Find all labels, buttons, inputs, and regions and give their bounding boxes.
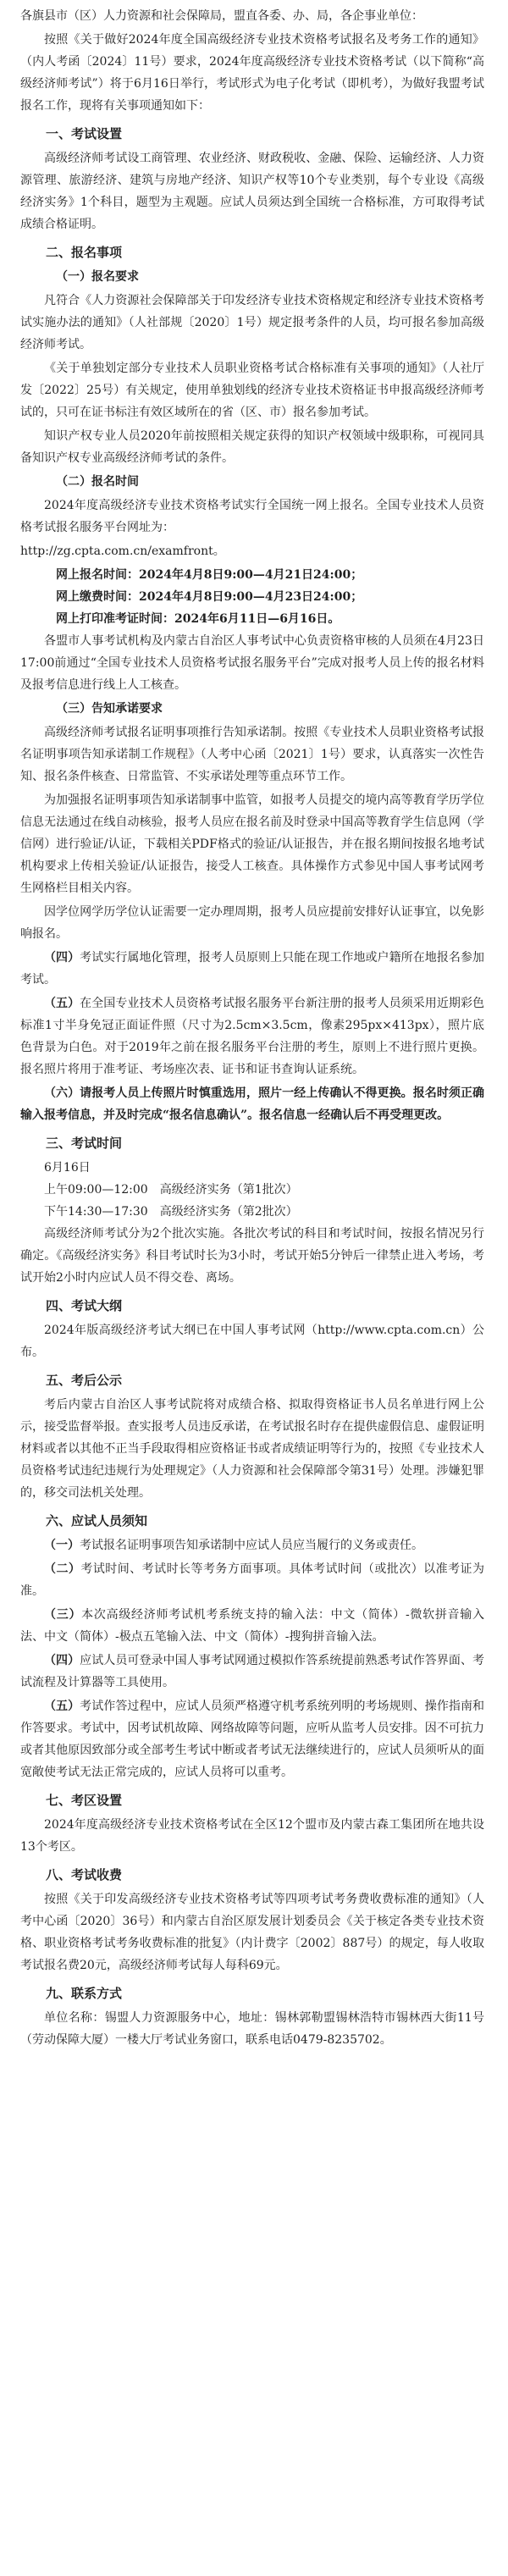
section-7-title: 七、考区设置 [46,1793,123,1808]
section-4-paragraph: 2024年版高级经济考试大纲已在中国人事考试网（http://www.cpta.com.cn）公布。 [20,1324,484,1359]
section-6-item-4-number: （四） [44,1654,80,1667]
registration-url-link[interactable]: http://zg.cpta.com.cn/examfront。 [20,544,225,558]
section-2-item-5-text: 在全国专业技术人员资格考试报名服务平台新注册的报考人员须采用近期彩色标准1寸半身免冠正面证件照（尺寸为2.5cm×3.5cm，像素295px×413px），照片底色背景为白色。对于2019年之前在报名服务平台注册的考生，原则上不进行照片更换。报名照片将用于准考证、考场座次表、证书和证书查询认证系统。 [20,997,485,1076]
section-8-paragraph: 按照《关于印发高级经济专业技术资格考试等四项考试考务费收费标准的通知》（人考中心函〔2020〕36号）和内蒙古自治区原发展计划委员会《关于核定各类专业技术资格、职业资格考试考务收费标准的批复》（内计费字〔2002〕887号）的规定，每人收取考试报名费20元，高级经济师考试每人每科69元。 [20,1893,484,1972]
time-row-registration [20,564,484,586]
section-6-item-5-number: （五） [44,1700,80,1713]
section-3-paragraph: 高级经济师考试分为2个批次实施。各批次考试的科目和考试时间，按报名情况另行确定。《高级经济实务》科目考试时长为3小时，考试开始5分钟后一律禁止进入考场，考试开始2小时内应试人员不得交卷、离场。 [20,1227,484,1285]
section-2-subtitle-1: （一）报名要求 [56,270,139,284]
section-2-paragraph-3: 知识产权专业人员2020年前按照相关规定获得的知识产权领域中级职称，可视同具备知识产权专业高级经济师考试的条件。 [20,429,484,465]
section-6-item-1 [20,1534,484,1556]
section-8-title: 八、考试收费 [46,1867,123,1882]
section-6-item-2-text: 考试时间、考试时长等考务方面事项。具体考试时间（或批次）以准考证为准。 [20,1562,485,1598]
section-7-paragraph: 2024年度高级经济专业技术资格考试在全区12个盟市及内蒙古森工集团所在地共设13个考区。 [20,1818,484,1854]
section-2-paragraph-6: 高级经济师考试报名证明事项推行告知承诺制。按照《专业技术人员职业资格考试报名证明事项告知承诺制工作规程》（人考中心函〔2021〕1号）要求，认真落实一次性告知、报名条件核查、日常监管、不实承诺处理等重点环节工作。 [20,726,484,783]
section-2-item-4 [20,947,484,991]
section-2-item-6 [20,1082,484,1126]
section-6-item-4 [20,1650,484,1694]
section-2-item-5-number: （五） [44,997,80,1010]
section-6-item-3-text: 本次高级经济师考试机考系统支持的输入法：中文（简体）-微软拼音输入法、中文（简体）-极点五笔输入法、中文（简体）-搜狗拼音输入法。 [20,1608,485,1644]
section-6-item-5-text: 考试作答过程中，应试人员须严格遵守机考系统列明的考场规则、操作指南和作答要求。考试中，因考试机故障、网络故障等问题，应听从监考人员安排。因不可抗力或者其他原因致部分或全部考生考试中断或者考试无法继续进行的，应试人员须听从的面宽敞使考试无法正常完成的，应试人员将可以重考。 [20,1700,485,1779]
exam-session-morning: 上午09:00—12:00 高级经济实务（第1批次） [44,1183,298,1197]
section-6-item-1-number: （一） [44,1539,80,1552]
section-6-item-3-number: （三） [44,1608,82,1622]
section-6-item-4-text: 应试人员可登录中国人事考试网通过模拟作答系统提前熟悉考试作答界面、考试流程及计算器等工具使用。 [20,1654,485,1689]
section-2-subtitle-2: （二）报名时间 [56,475,139,489]
section-4-title: 四、考试大纲 [46,1298,123,1313]
section-2-item-5 [20,992,484,1081]
section-1-title: 一、考试设置 [46,126,123,141]
section-2-item-6-text: 请报考人员上传照片时慎重选用，照片一经上传确认不得更换。报名时须正确输入报考信息，并及时完成“报名信息确认”。报名信息一经确认后不再受理更改。 [20,1086,485,1122]
time-row-admission-ticket [20,608,484,630]
time-row-admission-ticket-label: 网上打印准考证时间： [56,612,174,626]
section-2-item-6-number: （六） [44,1086,80,1100]
time-row-payment-label: 网上缴费时间： [56,590,139,604]
exam-date: 6月16日 [44,1161,91,1175]
section-6-item-3 [20,1604,484,1648]
registration-url [20,540,484,562]
intro-paragraph: 按照《关于做好2024年度全国高级经济专业技术资格考试报名及考务工作的通知》（内人考函〔2024〕11号）要求，2024年度高级经济专业技术资格考试（以下简称“高级经济师考试”）将于6月16日举行，考试形式为电子化考试（即机考），为做好我盟考试报名工作，现将有关事项通知如下： [20,33,484,113]
exam-session-afternoon: 下午14:30—17:30 高级经济实务（第2批次） [44,1205,298,1219]
section-2-paragraph-8: 因学位网学历学位认证需要一定办理周期，报考人员应提前安排好认证事宜，以免影响报名。 [20,905,484,941]
time-row-registration-value: 2024年4月8日9:00—4月21日24:00； [139,568,363,582]
intro-addressees: 各旗县市（区）人力资源和社会保障局，盟直各委、办、局，各企事业单位： [20,9,423,23]
section-2-paragraph-1: 凡符合《人力资源社会保障部关于印发经济专业技术资格规定和经济专业技术资格考试实施办法的通知》（人社部规〔2020〕1号）规定报考条件的人员，均可报名参加高级经济师考试。 [20,294,484,351]
section-2-paragraph-2: 《关于单独划定部分专业技术人员职业资格考试合格标准有关事项的通知》（人社厅发〔2022〕25号）有关规定，使用单独划线的经济专业技术资格证书申报高级经济师考试的，只可在证书标注有效区域所在的省（区、市）报名参加考试。 [20,362,484,419]
section-9-paragraph: 单位名称：锡盟人力资源服务中心，地址：锡林郭勒盟锡林浩特市锡林西大街11号（劳动保障大厦）一楼大厅考试业务窗口，联系电话0479-8235702。 [20,2011,484,2047]
section-2-item-4-text: 考试实行属地化管理，报考人员原则上只能在现工作地或户籍所在地报名参加考试。 [20,951,485,987]
section-6-item-5 [20,1695,484,1783]
section-2-subtitle-3: （三）告知承诺要求 [56,702,163,716]
section-6-item-2-number: （二） [44,1562,81,1576]
section-5-paragraph: 考后内蒙古自治区人事考试院将对成绩合格、拟取得资格证书人员名单进行网上公示，接受监督举报。查实报考人员违反承诺，在考试报名时存在提供虚假信息、虚假证明材料或者以其他不正当手段取得相应资格证书或者成绩证明等行为的，按照《专业技术人员资格考试违纪违规行为处理规定》（人力资源和社会保障部令第31号）处理。涉嫌犯罪的，移交司法机关处理。 [20,1398,484,1500]
time-row-payment [20,586,484,608]
time-row-admission-ticket-value: 2024年6月11日—6月16日。 [174,612,340,626]
section-2-item-4-number: （四） [44,951,80,965]
section-2-paragraph-5: 各盟市人事考试机构及内蒙古自治区人事考试中心负责资格审核的人员须在4月23日17:00前通过“全国专业技术人员资格考试报名服务平台”完成对报考人员上传的报名材料及报考信息进行线上人工核查。 [20,634,484,692]
section-6-item-2 [20,1558,484,1602]
section-2-paragraph-4: 2024年度高级经济专业技术资格考试实行全国统一网上报名。全国专业技术人员资格考试报名服务平台网址为： [20,499,484,534]
section-2-paragraph-7: 为加强报名证明事项告知承诺制事中监管，如报考人员提交的境内高等教育学历学位信息无法通过在线自动核验，报考人员应在报名前及时登录中国高等教育学生信息网（学信网）进行验证/认证，下载相关PDF格式的验证/认证报告，并在报名期间按报名地考试机构要求上传相关验证/认证报告，接受人工核查。具体操作方式参见中国人事考试网考生网格栏目相关内容。 [20,793,484,895]
section-6-item-1-text: 考试报名证明事项告知承诺制中应试人员应当履行的义务或责任。 [80,1539,423,1552]
section-9-title: 九、联系方式 [46,1986,123,2001]
section-2-title: 二、报名事项 [46,245,123,260]
section-6-title: 六、应试人员须知 [46,1513,148,1528]
time-row-registration-label: 网上报名时间： [56,568,139,582]
section-1-paragraph: 高级经济师考试设工商管理、农业经济、财政税收、金融、保险、运输经济、人力资源管理、旅游经济、建筑与房地产经济、知识产权等10个专业类别，每个专业设《高级经济实务》1个科目，题型为主观题。应试人员须达到全国统一合格标准，方可取得考试成绩合格证明。 [20,152,484,231]
section-3-title: 三、考试时间 [46,1136,123,1151]
time-row-payment-value: 2024年4月8日9:00—4月23日24:00； [139,590,363,604]
section-5-title: 五、考后公示 [46,1373,123,1388]
